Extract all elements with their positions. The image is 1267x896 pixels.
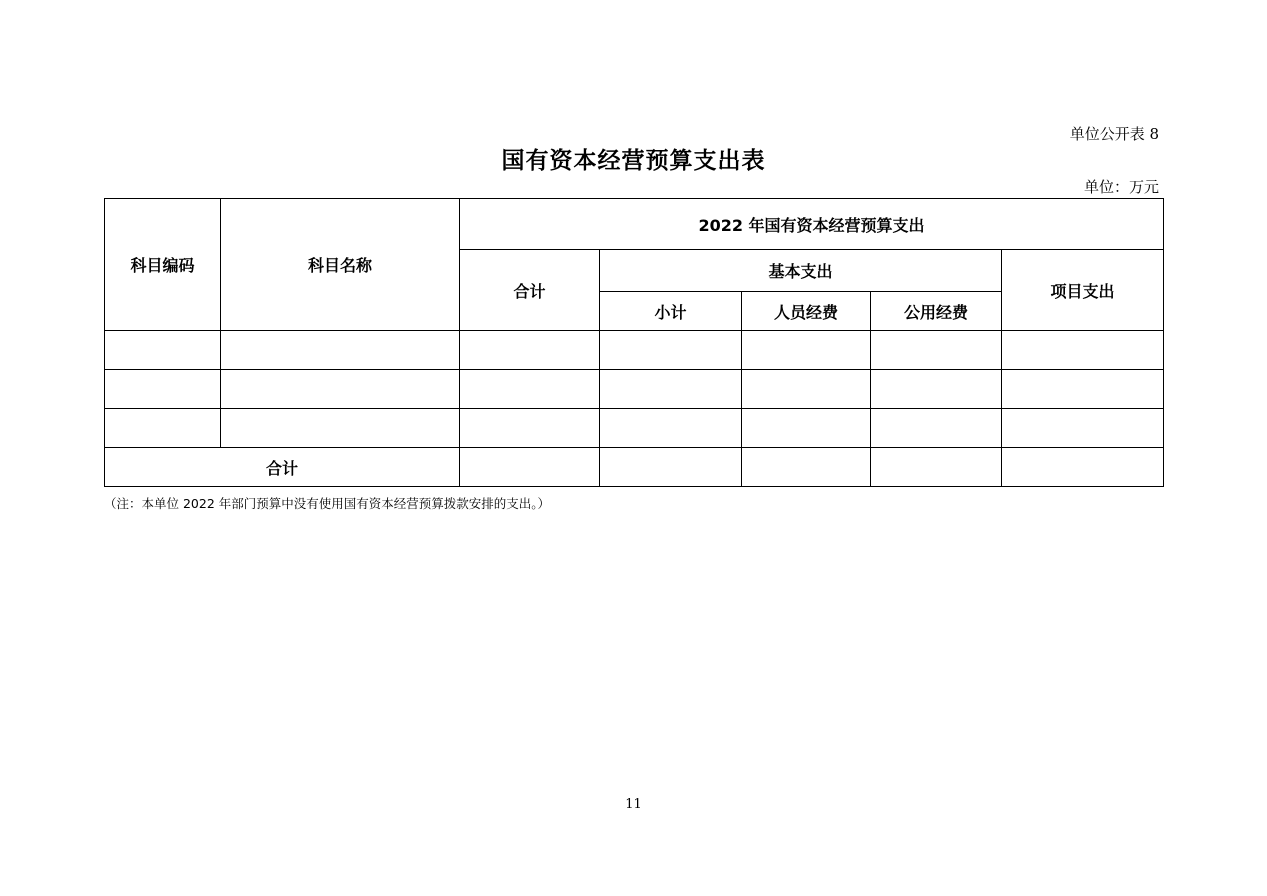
table-number: 单位公开表 8	[1069, 125, 1159, 143]
total-cell	[742, 448, 871, 487]
total-cell	[1002, 448, 1164, 487]
table-cell	[221, 370, 460, 409]
table-cell	[460, 370, 600, 409]
table-cell	[871, 409, 1002, 448]
table-row	[105, 370, 1164, 409]
table-cell	[1002, 370, 1164, 409]
table-row	[105, 409, 1164, 448]
budget-table	[104, 198, 1164, 487]
header-group-2022: 2022 年国有资本经营预算支出	[460, 199, 1164, 250]
table-cell	[460, 331, 600, 370]
table-cell	[105, 370, 221, 409]
page-number: 11	[625, 797, 642, 812]
header-project-expenditure: 项目支出	[1002, 250, 1164, 331]
header-subject-code: 科目编码	[105, 199, 221, 331]
header-subtotal: 小计	[600, 292, 742, 331]
table-cell	[1002, 331, 1164, 370]
table-cell	[600, 331, 742, 370]
table-cell	[221, 331, 460, 370]
table-cell	[105, 409, 221, 448]
header-public-cost: 公用经费	[871, 292, 1002, 331]
table-cell	[460, 409, 600, 448]
header-total: 合计	[460, 250, 600, 331]
total-cell	[460, 448, 600, 487]
total-cell	[871, 448, 1002, 487]
header-personnel-cost: 人员经费	[742, 292, 871, 331]
footnote: （注：本单位 2022 年部门预算中没有使用国有资本经营预算拨款安排的支出。）	[104, 496, 551, 511]
total-label: 合计	[105, 448, 460, 487]
table-cell	[1002, 409, 1164, 448]
page-title: 国有资本经营预算支出表	[501, 148, 766, 174]
header-basic-expenditure: 基本支出	[600, 250, 1002, 292]
total-row	[105, 448, 1164, 487]
table-cell	[600, 370, 742, 409]
table-row	[105, 331, 1164, 370]
table-cell	[105, 331, 221, 370]
table-cell	[742, 409, 871, 448]
table-cell	[221, 409, 460, 448]
table-cell	[742, 331, 871, 370]
table-cell	[600, 409, 742, 448]
table-cell	[871, 331, 1002, 370]
total-cell	[600, 448, 742, 487]
header-subject-name: 科目名称	[221, 199, 460, 331]
unit-label: 单位：万元	[1083, 178, 1159, 196]
table-cell	[742, 370, 871, 409]
table-cell	[871, 370, 1002, 409]
